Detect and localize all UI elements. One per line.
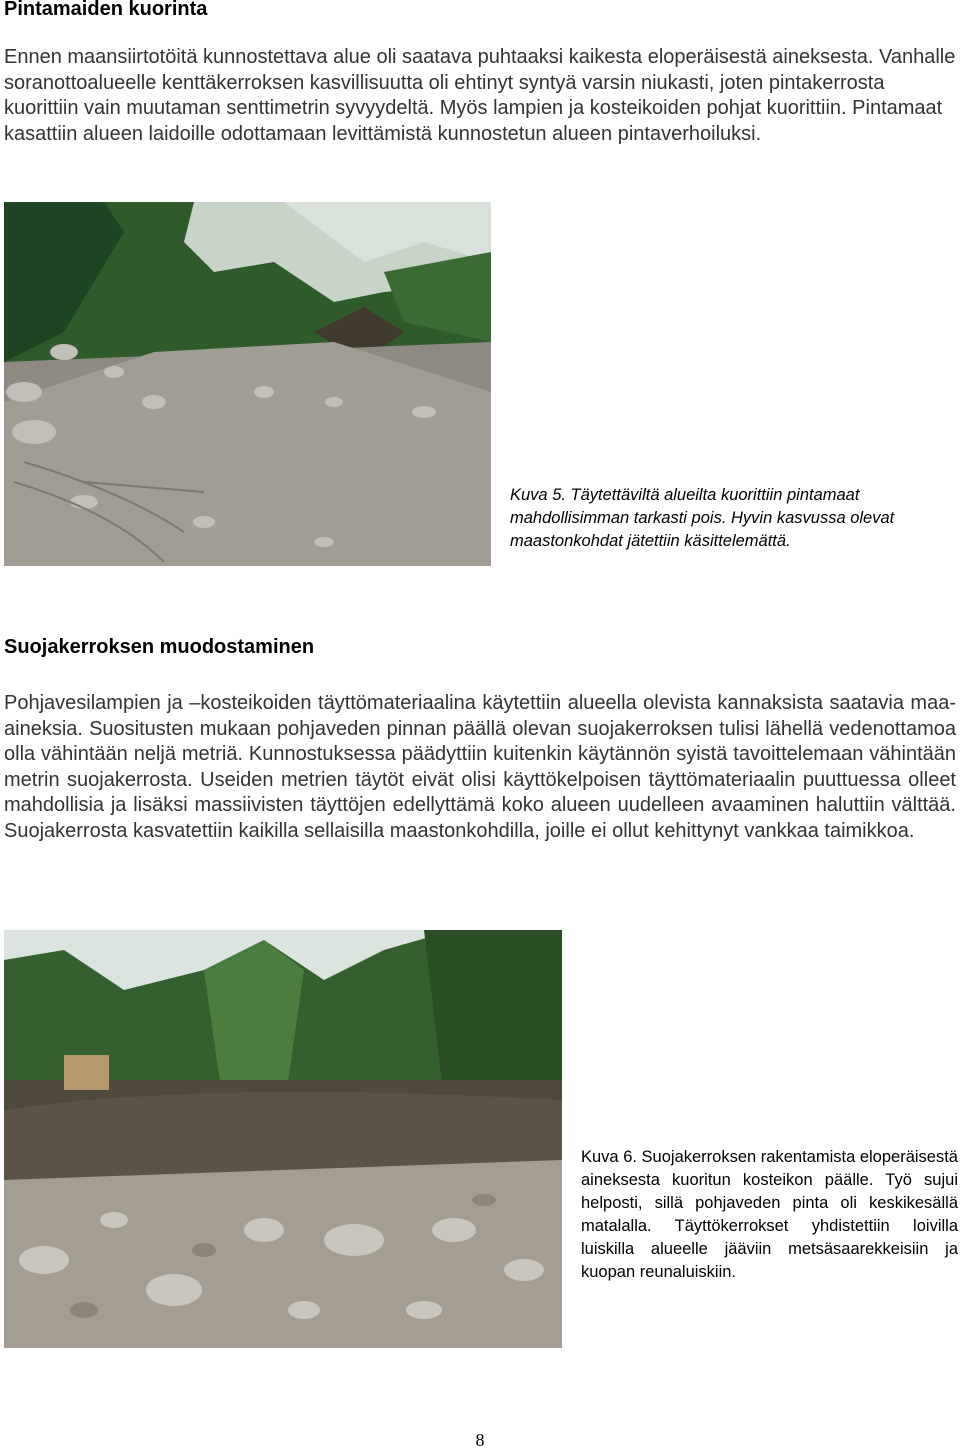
paragraph-pintamaiden-kuorinta: Ennen maansiirtotöitä kunnostettava alue oli saatava puhtaaksi kaikesta eloperäisestä aineksesta. Vanhalle soranottoalueelle kenttäkerroksen kasvillisuutta oli ehtinyt syntyä varsin niukasti, joten pintakerrosta kuorittiin vain muutaman senttimetrin syvyydeltä. Myös lampien ja kosteikoiden pohjat kuorittiin. Pintamaat kasattiin alueen laidoille odottamaan levittämistä kunnostetun alueen pintaverhoiluksi. [4,46,956,145]
section-heading-pintamaiden-kuorinta: Pintamaiden kuorinta [4,0,208,20]
section-heading-suojakerroksen-muodostaminen: Suojakerroksen muodostaminen [4,636,315,658]
figure-6-caption: Kuva 6. Suojakerroksen rakentamista eloperäisestä aineksesta kuoritun kosteikon päälle. Työ sujui helposti, sillä pohjaveden pinta oli keskikesällä matalalla. Täyttökerrokset yhdistettiin loivilla luiskilla alueelle jääviin metsäsaarekkeisiin ja kuopan reunaluiskiin. [581,1148,958,1281]
photo-stripped-gravel-area [4,202,491,566]
figure-5-caption: Kuva 5. Täytettäviltä alueilta kuorittiin pintamaat mahdollisimman tarkasti pois. Hyvin kasvussa olevat maastonkohdat jätettiin käsittelemättä. [510,486,895,550]
paragraph-suojakerroksen-muodostaminen: Pohjavesilampien ja –kosteikoiden täyttömateriaalina käytettiin alueella olevista kannaksista saatavia maa-aineksia. Suositusten mukaan pohjaveden pinnan päällä olevan suojakerroksen tulisi lähellä vedenottamoa olla vähintään neljä metriä. Kunnostuksessa päädyttiin kuitenkin käytännön syistä tavoittelemaan vähintään metrin suojakerrosta. Useiden metrien täytöt eivät olisi käyttökelpoisen täyttömateriaalin puuttuessa olleet mahdollisia ja lisäksi massiivisten täyttöjen edellyttämä koko alueen uudelleen avaaminen haluttiin välttää. Suojakerrosta kasvatettiin kaikilla sellaisilla maastonkohdilla, joille ei ollut kehittynyt vankkaa taimikkoa. [4,692,956,842]
page-number: 8 [475,1430,485,1450]
photo-protective-layer-construction [4,930,562,1348]
